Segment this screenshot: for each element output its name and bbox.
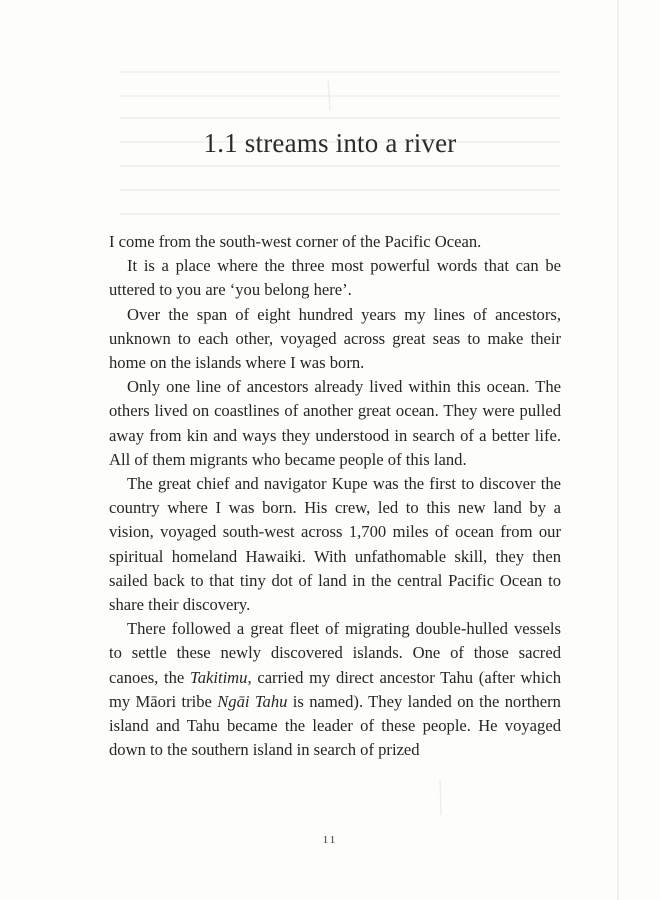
paragraph <box>109 617 561 762</box>
tribe-name: Ngāi Tahu <box>217 691 288 711</box>
paragraph <box>109 375 561 472</box>
text-run: Only one line of ancestors already lived within this ocean. The others lived on coastlines of another great ocean. They were pulled away from kin and ways they understood in search of a better life. All of them migrants who became people of this land. <box>109 377 561 469</box>
text-run: I come from the south-west corner of the Pacific Ocean. <box>109 232 482 251</box>
paragraph <box>109 230 561 254</box>
paragraph <box>109 472 561 617</box>
paragraph <box>109 254 561 302</box>
chapter-title: 1.1 streams into a river <box>203 128 457 158</box>
canoe-name: Takitimu <box>189 667 248 687</box>
text-run: is named). They landed on the northern island and Tahu became the leader of these people. He voyaged down to the southern island in search of prized <box>109 691 561 760</box>
text-run: , carried my direct ancestor Tahu (after which my Māori tribe <box>109 667 561 711</box>
chapter-body <box>109 230 561 762</box>
text-run: There followed a great fleet of migrating double-hulled vessels to settle these newly discovered islands. One of those sacred canoes, the <box>109 619 561 687</box>
page-number: 11 <box>322 834 338 846</box>
paragraph <box>109 303 561 376</box>
text-run: Over the span of eight hundred years my lines of ancestors, unknown to each other, voyaged across great seas to make their home on the islands where I was born. <box>109 304 561 373</box>
text-run: The great chief and navigator Kupe was the first to discover the country where I was born. His crew, led to this new land by a vision, voyaged south-west across 1,700 miles of ocean from our spiritual homeland Hawaiki. With unfathomable skill, they then sailed back to that tiny dot of land in the central Pacific Ocean to share their discovery. <box>109 474 561 615</box>
text-run: It is a place where the three most powerful words that can be uttered to you are ‘you belong here’. <box>109 256 561 300</box>
